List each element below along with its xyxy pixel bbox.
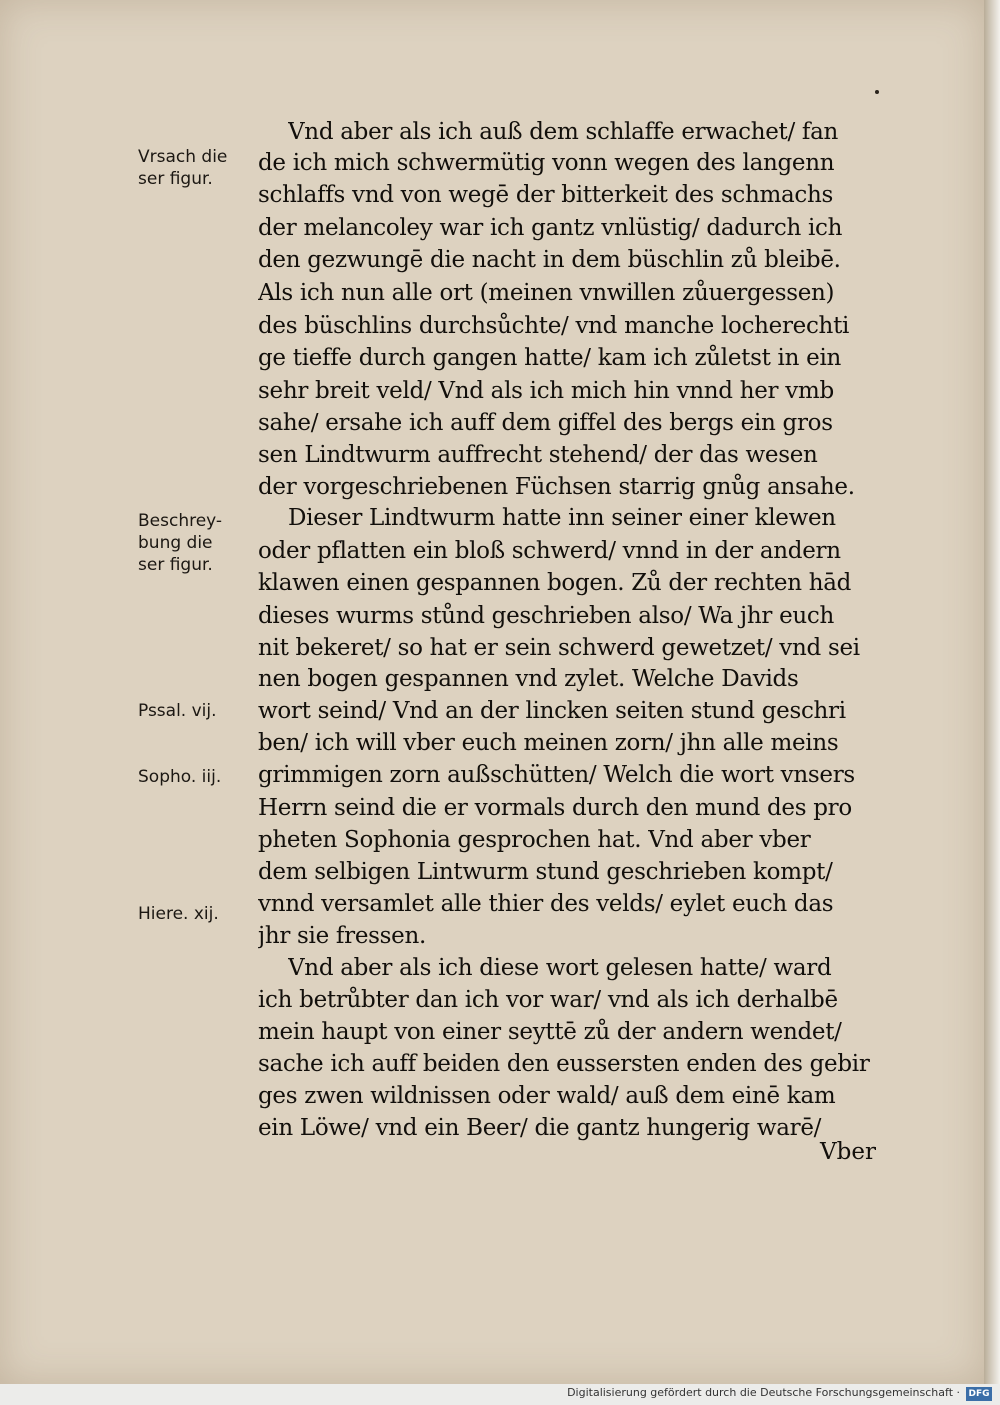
text-line: nit bekeret/ so hat er sein schwerd gewetzet/ vnd sei: [258, 635, 860, 661]
page-edge: [984, 0, 1000, 1384]
footer-bar: [0, 1384, 1000, 1405]
text-line: ein Löwe/ vnd ein Beer/ die gantz hungerig warē/: [258, 1115, 822, 1141]
text-line: jhr sie fressen.: [258, 923, 426, 949]
text-line: schlaffs vnd von wegē der bitterkeit des schmachs: [258, 182, 833, 208]
dfg-logo-icon: DFG: [966, 1387, 992, 1401]
text-line: klawen einen gespannen bogen. Zů der rechten hād: [258, 570, 852, 596]
text-line: sehr breit veld/ Vnd als ich mich hin vnnd her vmb: [258, 378, 834, 404]
text-line: pheten Sophonia gesprochen hat. Vnd aber vber: [258, 827, 811, 853]
text-line: den gezwungē die nacht in dem büschlin zů bleibē.: [258, 247, 841, 273]
catchword: Vber: [820, 1139, 876, 1165]
text-line: ge tieffe durch gangen hatte/ kam ich zůletst in ein: [258, 345, 842, 371]
text-line: grimmigen zorn außschütten/ Welch die wort vnsers: [258, 762, 855, 788]
text-line: ges zwen wildnissen oder wald/ auß dem einē kam: [258, 1083, 836, 1109]
text-line: sahe/ ersahe ich auff dem giffel des bergs ein gros: [258, 410, 833, 436]
ink-mark: [875, 90, 879, 94]
text-line: mein haupt von einer seyttē zů der andern wendet/: [258, 1019, 842, 1045]
text-line: Vnd aber als ich diese wort gelesen hatte/ ward: [288, 955, 832, 981]
text-line: dieses wurms stůnd geschrieben also/ Wa jhr euch: [258, 603, 835, 629]
footer-credit: Digitalisierung gefördert durch die Deutsche Forschungsgemeinschaft ·: [567, 1386, 960, 1399]
text-line: sen Lindtwurm auffrecht stehend/ der das wesen: [258, 442, 818, 468]
text-line: sache ich auff beiden den eussersten enden des gebir: [258, 1051, 870, 1077]
text-line: der melancoley war ich gantz vnlüstig/ dadurch ich: [258, 215, 843, 241]
text-line: dem selbigen Lintwurm stund geschrieben kompt/: [258, 859, 833, 885]
text-line: Als ich nun alle ort (meinen vnwillen zůuergessen): [258, 280, 835, 306]
text-line: nen bogen gespannen vnd zylet. Welche Davids: [258, 666, 799, 692]
text-line: ben/ ich will vber euch meinen zorn/ jhn alle meins: [258, 730, 839, 756]
text-line: de ich mich schwermütig vonn wegen des langenn: [258, 150, 835, 176]
margin-note-psalm: Pssal. vij.: [138, 701, 217, 721]
text-line: oder pflatten ein bloß schwerd/ vnnd in der andern: [258, 538, 841, 564]
text-line: Vnd aber als ich auß dem schlaffe erwachet/ fan: [288, 119, 839, 145]
text-line: wort seind/ Vnd an der lincken seiten stund geschri: [258, 698, 846, 724]
text-line: vnnd versamlet alle thier des velds/ eylet euch das: [258, 891, 834, 917]
text-line: des büschlins durchsůchte/ vnd manche locherechti: [258, 313, 850, 339]
margin-note-vrsach: Vrsach die ser figur.: [138, 147, 228, 189]
text-line: der vorgeschriebenen Füchsen starrig gnůg ansahe.: [258, 474, 855, 500]
margin-note-sophonia: Sopho. iij.: [138, 767, 222, 787]
text-line: Herrn seind die er vormals durch den mund des pro: [258, 795, 852, 821]
margin-note-hieremia: Hiere. xij.: [138, 904, 219, 924]
text-line: ich betrůbter dan ich vor war/ vnd als ich derhalbē: [258, 987, 838, 1013]
text-line: Dieser Lindtwurm hatte inn seiner einer klewen: [288, 505, 836, 531]
margin-note-beschreybung: Beschrey- bung die ser figur.: [138, 511, 223, 575]
